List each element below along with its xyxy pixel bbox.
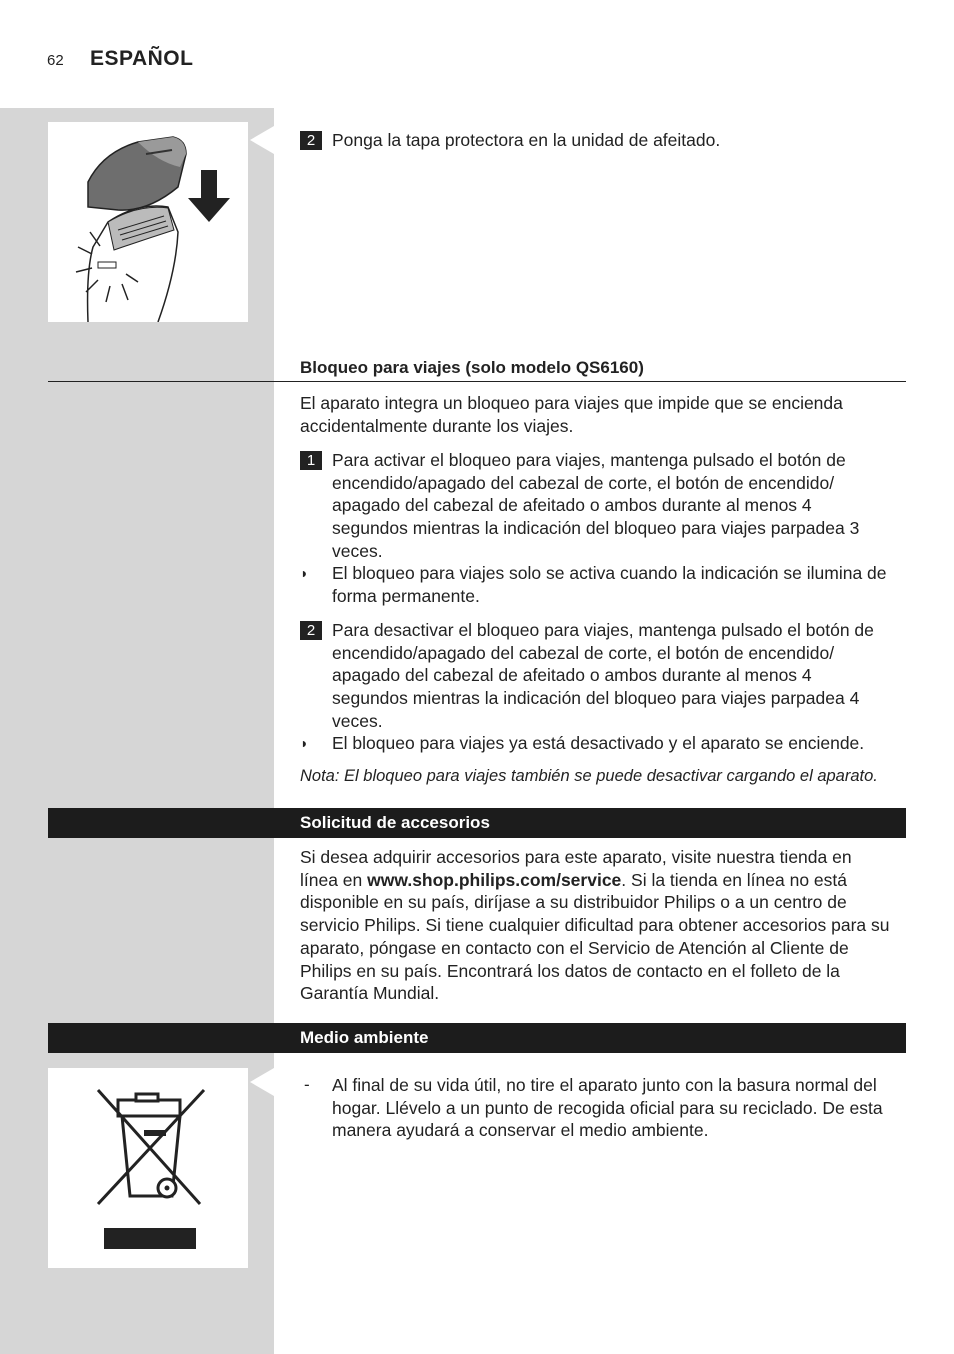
bullet-text: El bloqueo para viajes solo se activa cuando la indicación se ilumina de forma permanente. (332, 563, 887, 606)
step-text: Para activar el bloqueo para viajes, mantenga pulsado el botón de encendido/apagado del cabezal de corte, el botón de encendido/ apagado del cabezal de afeitado o ambos durante al menos 4 segundos mientras la indicación del bloqueo para viajes parpadea 3 veces. (332, 450, 860, 561)
accessories-text (300, 846, 890, 1005)
cap-step-2 (300, 129, 906, 152)
page-number: 62 (47, 52, 64, 69)
dash-marker: - (304, 1075, 310, 1094)
figure-pointer (250, 1068, 274, 1096)
step-text: Para desactivar el bloqueo para viajes, mantenga pulsado el botón de encendido/apagado del cabezal de corte, el botón de encendido/ apagado del cabezal de afeitado o ambos durante al menos 4 segundos mientras la indicación del bloqueo para viajes parpadea 4 veces. (332, 620, 874, 731)
travel-lock-note: Nota: El bloqueo para viajes también se puede desactivar cargando el aparato. (300, 767, 878, 785)
travel-lock-heading: Bloqueo para viajes (solo modelo QS6160) (300, 358, 644, 377)
travel-lock-step-2 (300, 619, 890, 733)
travel-lock-intro: El aparato integra un bloqueo para viajes que impide que se encienda accidentalmente durante los viajes. (300, 393, 843, 436)
accessories-heading: Solicitud de accesorios (300, 813, 490, 832)
language-title: ESPAÑOL (90, 47, 194, 70)
figure-pointer (250, 126, 274, 154)
step-text: Ponga la tapa protectora en la unidad de afeitado. (332, 130, 721, 150)
environment-text: Al final de su vida útil, no tire el aparato junto con la basura normal del hogar. Llévelo a un punto de recogida oficial para su reciclado. De esta manera ayudará a conservar el medio ambiente. (332, 1075, 883, 1141)
step-number: 1 (300, 451, 322, 470)
bullet-icon: ◗ (300, 565, 309, 581)
shaver-cap-illustration (48, 122, 248, 322)
environment-heading: Medio ambiente (300, 1028, 429, 1047)
section-rule (48, 381, 906, 382)
accessories-heading-bar (48, 808, 906, 838)
environment-heading-bar (48, 1023, 906, 1053)
travel-lock-bullet-1 (300, 562, 894, 607)
crossed-bin-icon (48, 1068, 248, 1268)
accessories-text-start: Si desea adquirir accesorios para este aparato, visite nuestra tienda en línea en (300, 847, 852, 890)
shop-link[interactable]: www.shop.philips.com/service (367, 869, 622, 890)
step-number: 2 (300, 131, 322, 150)
bullet-text: El bloqueo para viajes ya está desactivado y el aparato se enciende. (332, 733, 865, 753)
travel-lock-step-1 (300, 449, 890, 563)
accessories-text-end: . Si la tienda en línea no está disponible en su país, diríjase a su distribuidor Philips o a un centro de servicio Philips. Si tiene cualquier dificultad para obtener accesorios para su aparato, póngase en contacto con el Servicio de Atención al Cliente de Philips en su país. Encontrará los datos de contacto en el folleto de la Garantía Mundial. (300, 869, 890, 1004)
step-number: 2 (300, 621, 322, 640)
environment-item (300, 1074, 902, 1142)
bullet-icon: ◗ (300, 735, 309, 751)
travel-lock-bullet-2 (300, 732, 906, 755)
